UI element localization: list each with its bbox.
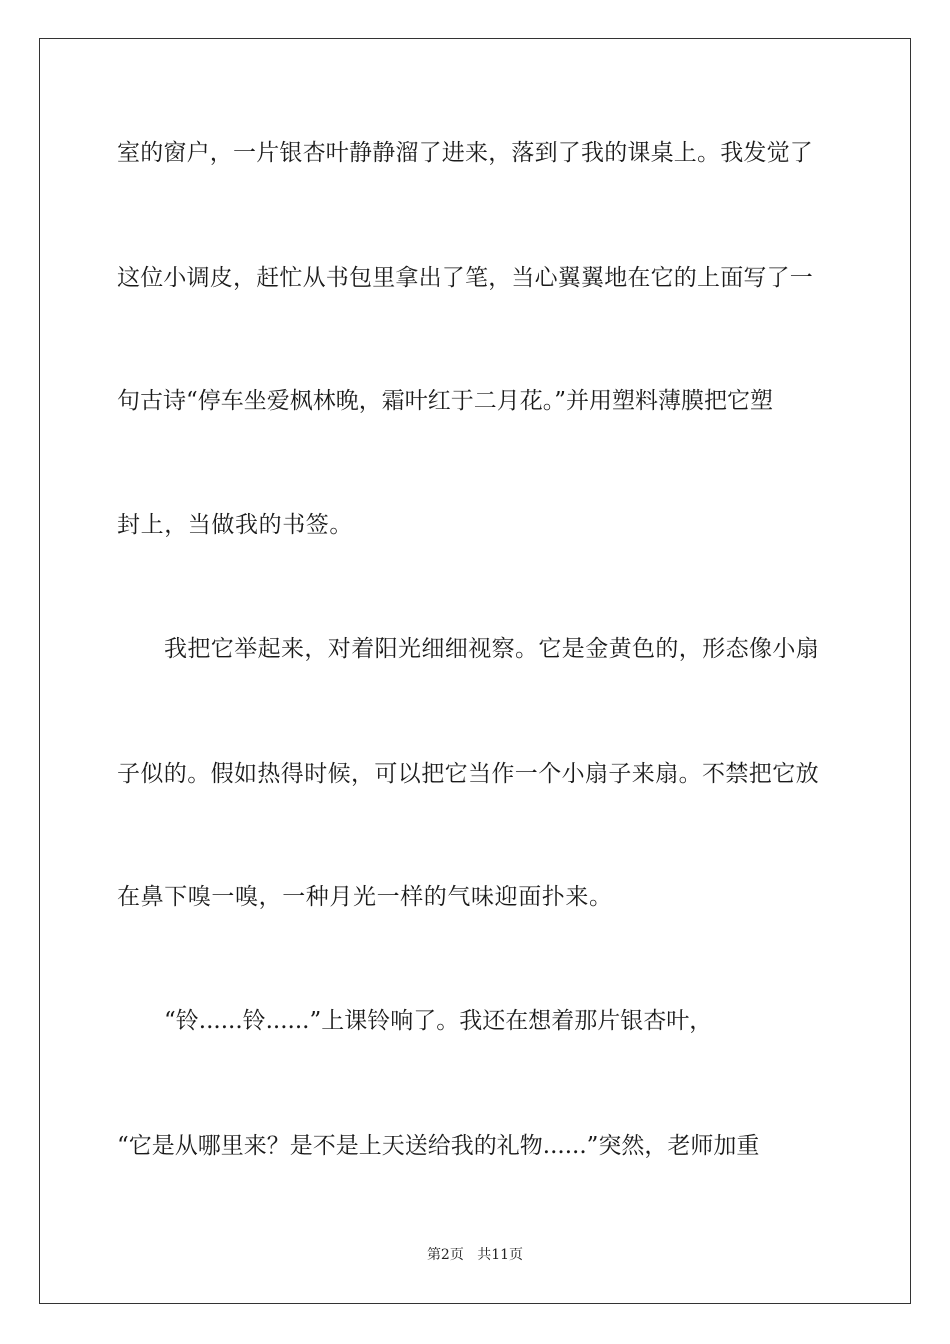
- text-line: 子似的。假如热得时候，可以把它当作一个小扇子来扇。不禁把它放: [117, 761, 819, 787]
- text-line: 封上，当做我的书签。: [117, 512, 353, 538]
- page-border: [39, 38, 911, 1304]
- page-footer: [0, 1246, 950, 1264]
- page-number: 第2页: [426, 1247, 464, 1263]
- text-line: 在鼻下嗅一嗅，一种月光一样的气味迎面扑来。: [117, 884, 613, 910]
- text-line: 句古诗“停车坐爱枫林晚，霜叶红于二月花。”并用塑料薄膜把它塑: [117, 388, 774, 414]
- page-total: 共11页: [477, 1247, 524, 1263]
- text-line: 这位小调皮，赶忙从书包里拿出了笔，当心翼翼地在它的上面写了一: [117, 265, 813, 291]
- text-line: “它是从哪里来？是不是上天送给我的礼物......”突然，老师加重: [117, 1133, 760, 1159]
- text-line: 室的窗户，一片银杏叶静静溜了进来，落到了我的课桌上。我发觉了: [117, 140, 813, 166]
- text-line: 我把它举起来，对着阳光细细视察。它是金黄色的，形态像小扇: [164, 636, 820, 662]
- text-line: “铃......铃......”上课铃响了。我还在想着那片银杏叶，: [164, 1008, 713, 1034]
